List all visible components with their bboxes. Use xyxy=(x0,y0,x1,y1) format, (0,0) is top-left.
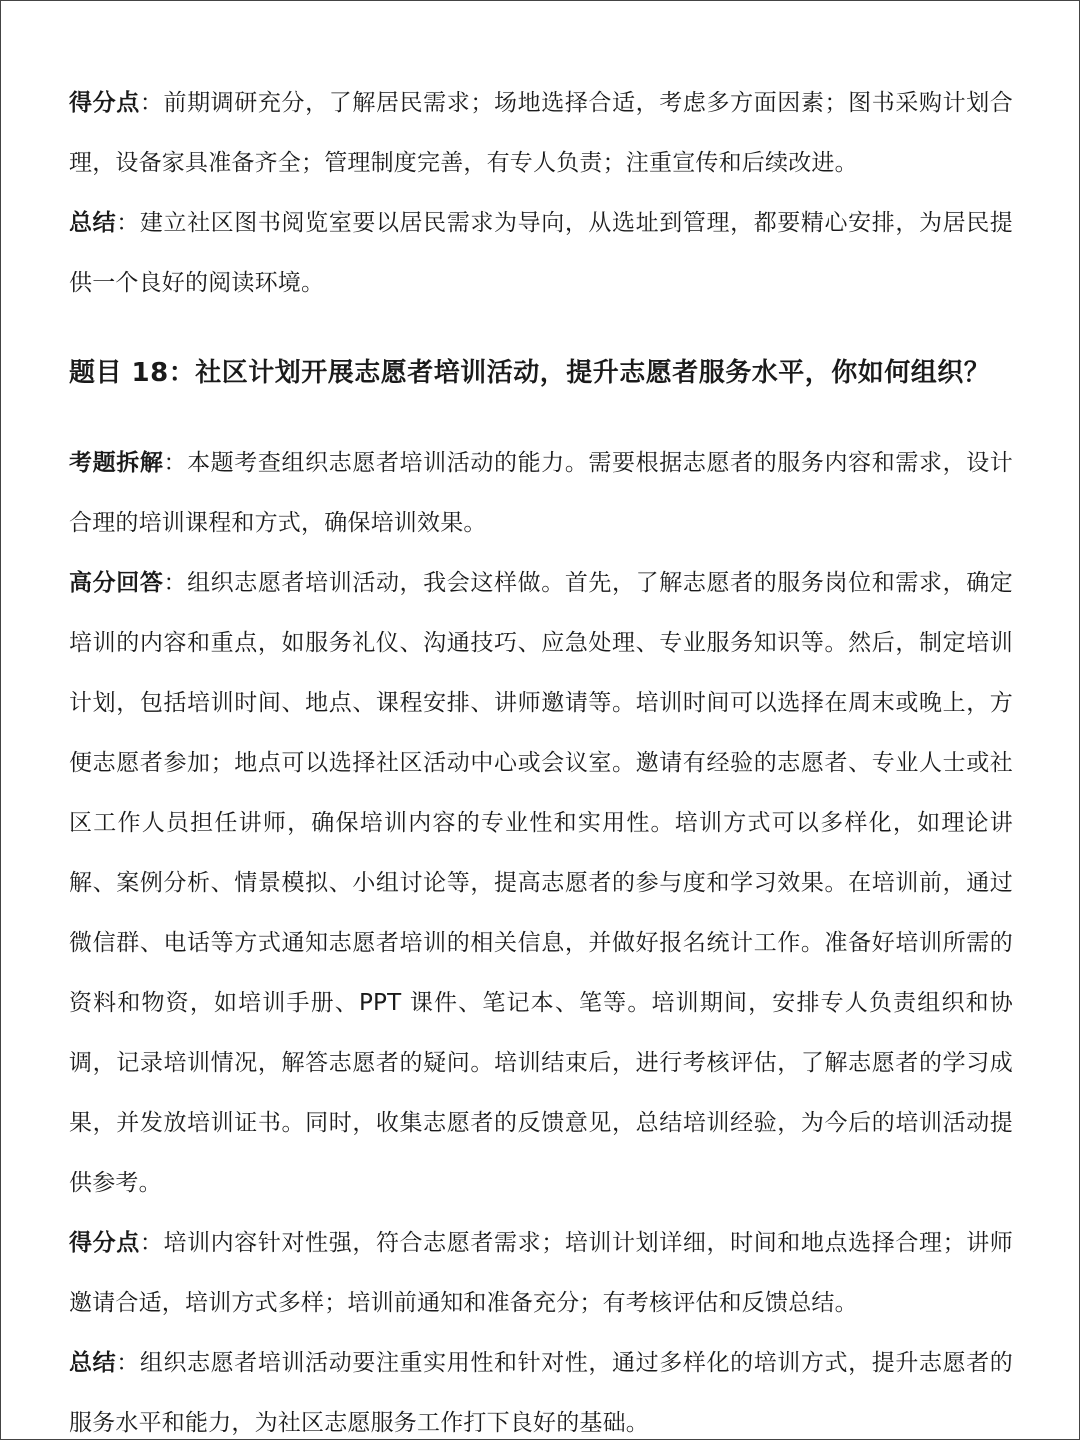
summary-paragraph xyxy=(69,1333,1013,1453)
score-points-paragraph xyxy=(69,1213,1013,1333)
prev-score-points-paragraph xyxy=(69,73,1013,193)
document-content xyxy=(69,73,1013,1453)
prev-score-points-label: 得分点 xyxy=(69,90,140,116)
answer-text: ：组织志愿者培训活动，我会这样做。首先，了解志愿者的服务岗位和需求，确定培训的内容和重点，如服务礼仪、沟通技巧、应急处理、专业服务知识等。然后，制定培训计划，包括培训时间、地点、课程安排、讲师邀请等。培训时间可以选择在周末或晚上，方便志愿者参加；地点可以选择社区活动中心或会议室。邀请有经验的志愿者、专业人士或社区工作人员担任讲师，确保培训内容的专业性和实用性。培训方式可以多样化，如理论讲解、案例分析、情景模拟、小组讨论等，提高志愿者的参与度和学习效果。在培训前，通过微信群、电话等方式通知志愿者培训的相关信息，并做好报名统计工作。准备好培训所需的资料和物资，如培训手册、PPT 课件、笔记本、笔等。培训期间，安排专人负责组织和协调，记录培训情况，解答志愿者的疑问。培训结束后，进行考核评估，了解志愿者的学习成果，并发放培训证书。同时，收集志愿者的反馈意见，总结培训经验，为今后的培训活动提供参考。 xyxy=(69,570,1013,1196)
analysis-text: ：本题考查组织志愿者培训活动的能力。需要根据志愿者的服务内容和需求，设计合理的培训课程和方式，确保培训效果。 xyxy=(69,450,1013,536)
analysis-paragraph xyxy=(69,433,1013,553)
answer-paragraph xyxy=(69,553,1013,1213)
score-points-label: 得分点 xyxy=(69,1230,140,1256)
question-title: 题目 18：社区计划开展志愿者培训活动，提升志愿者服务水平，你如何组织？ xyxy=(69,358,991,388)
summary-label: 总结 xyxy=(69,1350,117,1376)
summary-text: ：组织志愿者培训活动要注重实用性和针对性，通过多样化的培训方式，提升志愿者的服务水平和能力，为社区志愿服务工作打下良好的基础。 xyxy=(69,1350,1013,1436)
prev-summary-paragraph xyxy=(69,193,1013,313)
analysis-label: 考题拆解 xyxy=(69,450,164,476)
prev-score-points-text: ：前期调研充分，了解居民需求；场地选择合适，考虑多方面因素；图书采购计划合理，设备家具准备齐全；管理制度完善，有专人负责；注重宣传和后续改进。 xyxy=(69,90,1013,176)
prev-summary-text: ：建立社区图书阅览室要以居民需求为导向，从选址到管理，都要精心安排，为居民提供一个良好的阅读环境。 xyxy=(69,210,1013,296)
answer-label: 高分回答 xyxy=(69,570,164,596)
prev-summary-label: 总结 xyxy=(69,210,117,236)
score-points-text: ：培训内容针对性强，符合志愿者需求；培训计划详细，时间和地点选择合理；讲师邀请合适，培训方式多样；培训前通知和准备充分；有考核评估和反馈总结。 xyxy=(69,1230,1013,1316)
